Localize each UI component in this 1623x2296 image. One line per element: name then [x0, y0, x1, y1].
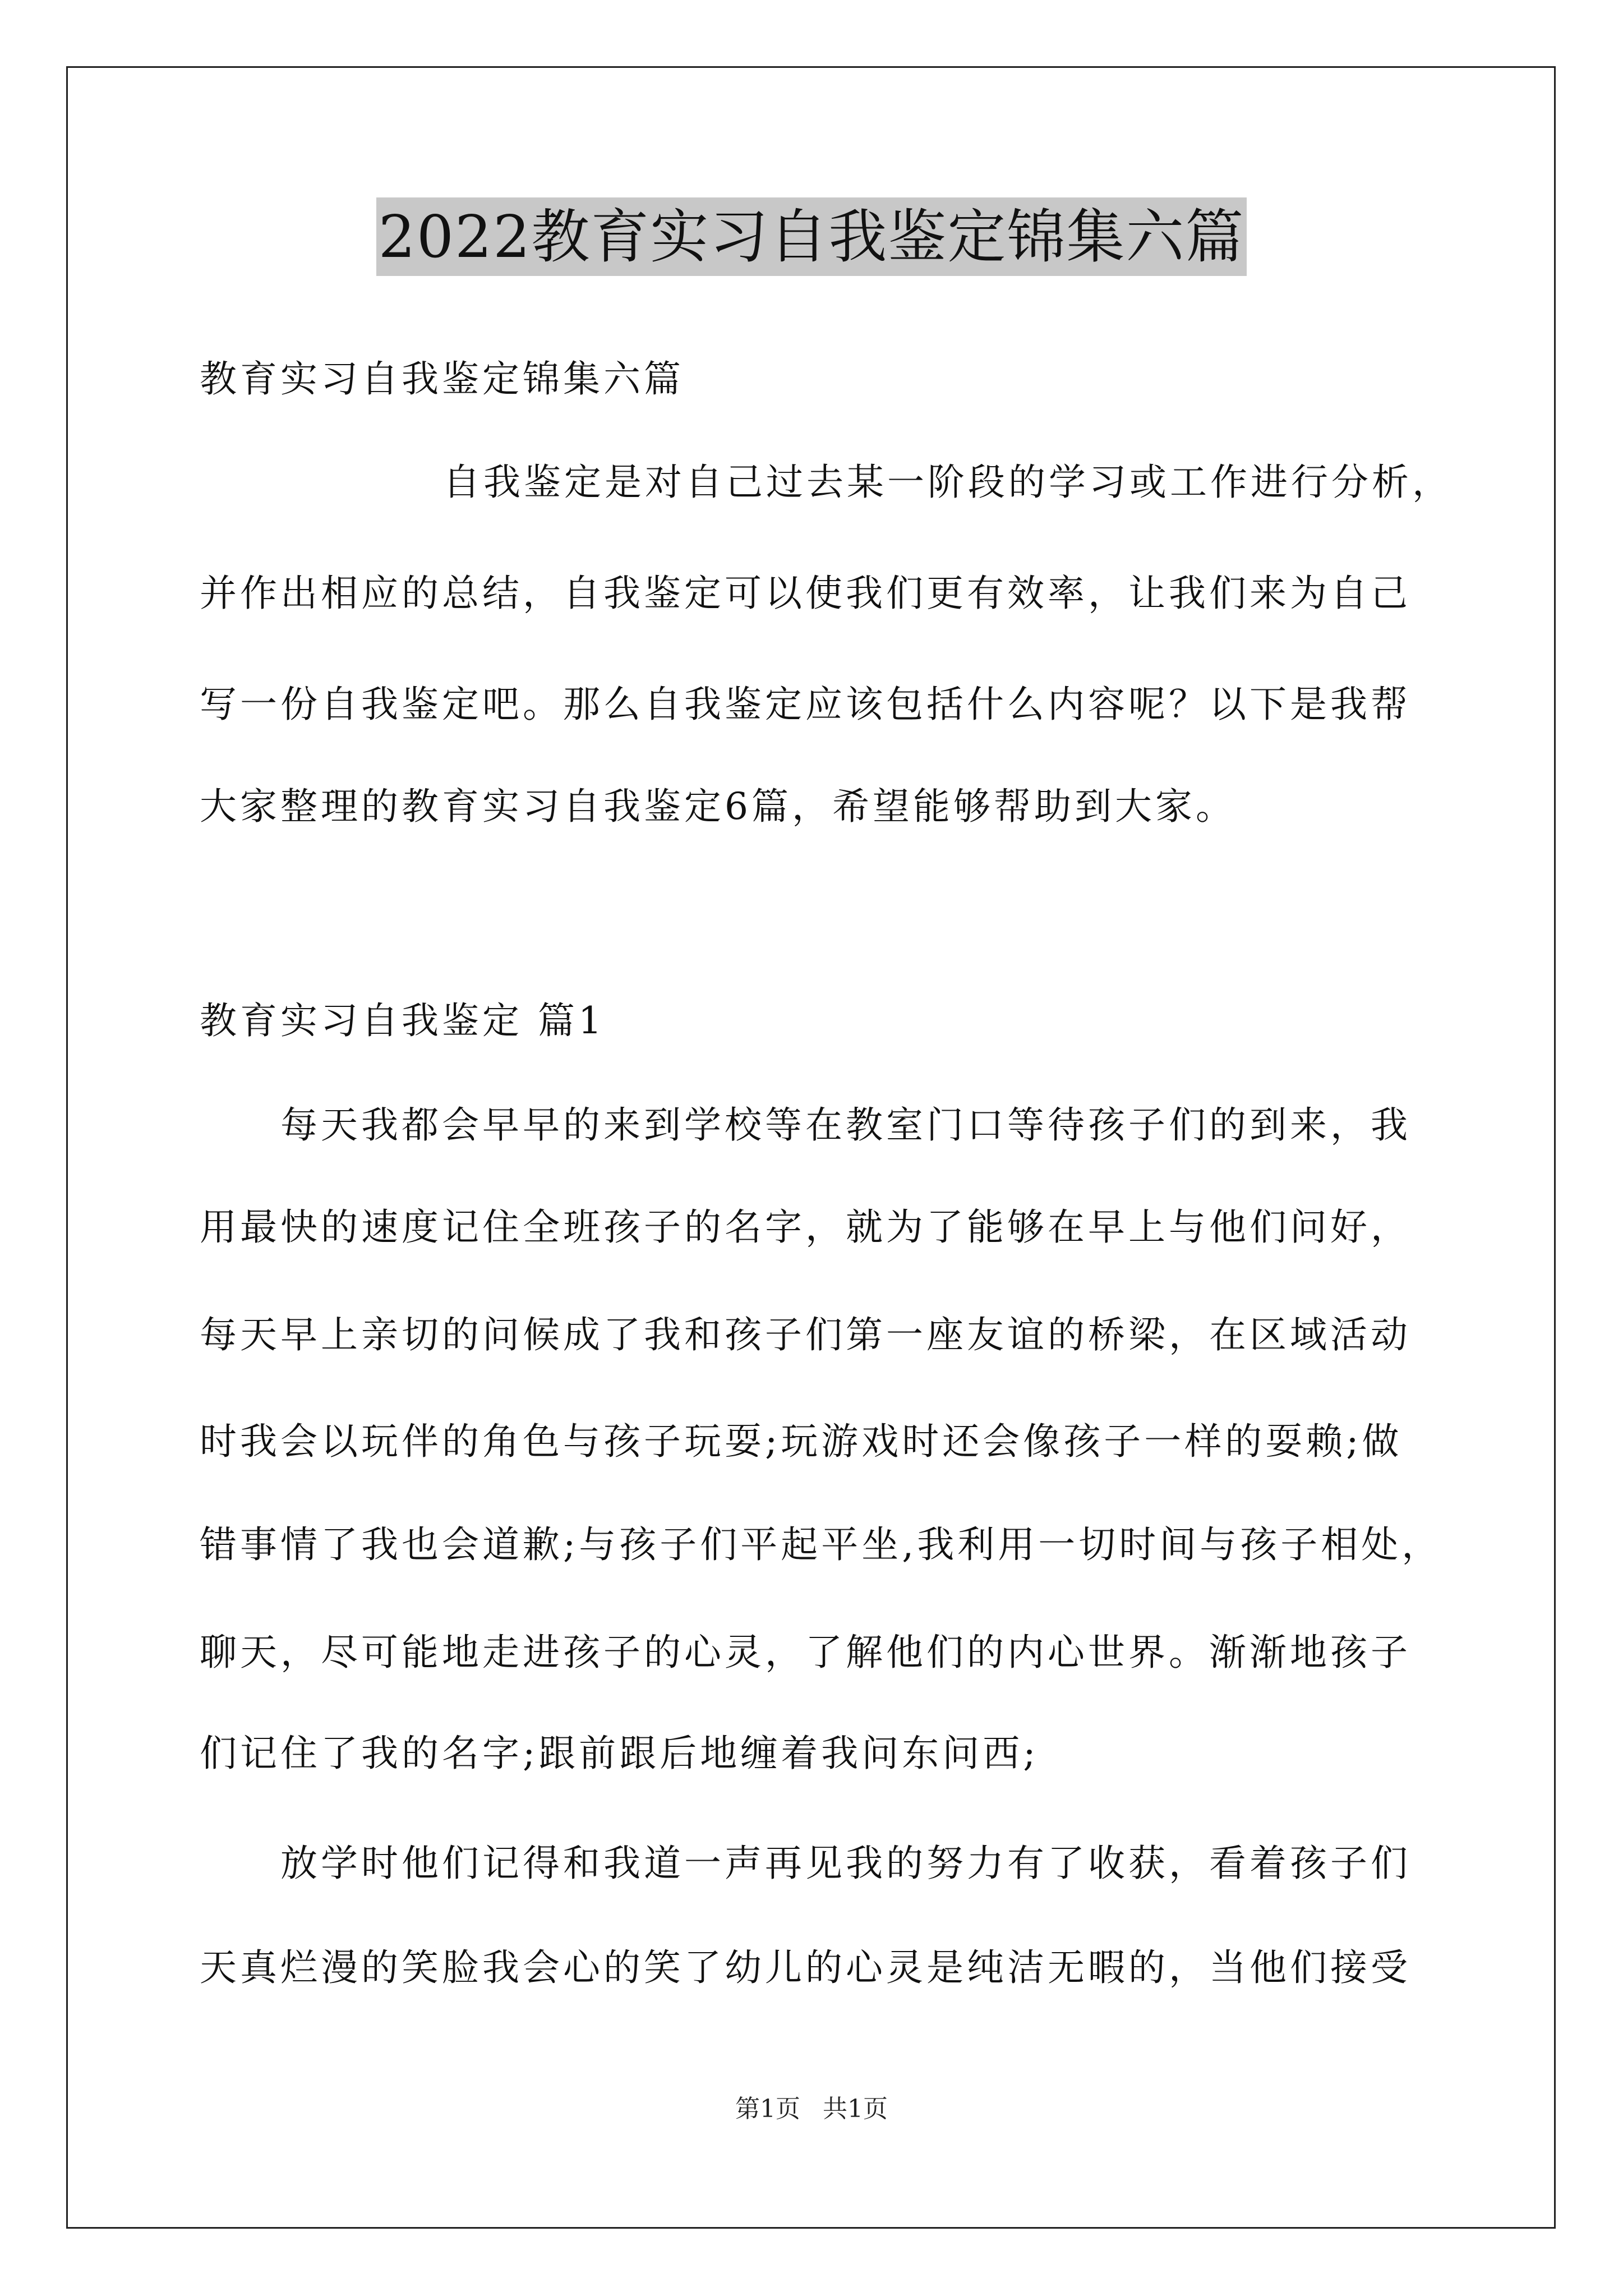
body-line: 每天我都会早早的来到学校等在教室门口等待孩子们的到来，我	[280, 1103, 1411, 1147]
document-subtitle: 教育实习自我鉴定锦集六篇	[200, 357, 684, 401]
intro-line: 写一份自我鉴定吧。那么自我鉴定应该包括什么内容呢？以下是我帮	[200, 683, 1411, 726]
section-heading: 教育实习自我鉴定 篇1	[200, 999, 605, 1042]
intro-line: 并作出相应的总结，自我鉴定可以使我们更有效率，让我们来为自己	[200, 572, 1411, 615]
body-line: 每天早上亲切的问候成了我和孩子们第一座友谊的桥梁，在区域活动	[200, 1313, 1411, 1356]
body-line: 时我会以玩伴的角色与孩子玩耍;玩游戏时还会像孩子一样的耍赖;做	[200, 1420, 1403, 1463]
body-line: 用最快的速度记住全班孩子的名字，就为了能够在早上与他们问好，	[200, 1205, 1411, 1249]
body-line: 错事情了我也会道歉;与孩子们平起平坐,我利用一切时间与孩子相处，	[200, 1523, 1442, 1566]
body-line: 们记住了我的名字;跟前跟后地缠着我问东问西;	[200, 1732, 1039, 1775]
body-line: 放学时他们记得和我道一声再见我的努力有了收获，看着孩子们	[280, 1842, 1411, 1885]
intro-line: 大家整理的教育实习自我鉴定6篇，希望能够帮助到大家。	[200, 785, 1236, 828]
page-number: 第1页	[735, 2095, 800, 2123]
body-line: 聊天，尽可能地走进孩子的心灵，了解他们的内心世界。渐渐地孩子	[200, 1631, 1411, 1674]
page-footer	[0, 2093, 1623, 2125]
document-title-wrapper	[0, 197, 1623, 276]
document-title: 2022教育实习自我鉴定锦集六篇	[376, 197, 1247, 276]
intro-line: 自我鉴定是对自己过去某一阶段的学习或工作进行分析，	[443, 461, 1453, 504]
body-line: 天真烂漫的笑脸我会心的笑了幼儿的心灵是纯洁无暇的，当他们接受	[200, 1946, 1411, 1989]
page-total: 共1页	[823, 2095, 888, 2123]
